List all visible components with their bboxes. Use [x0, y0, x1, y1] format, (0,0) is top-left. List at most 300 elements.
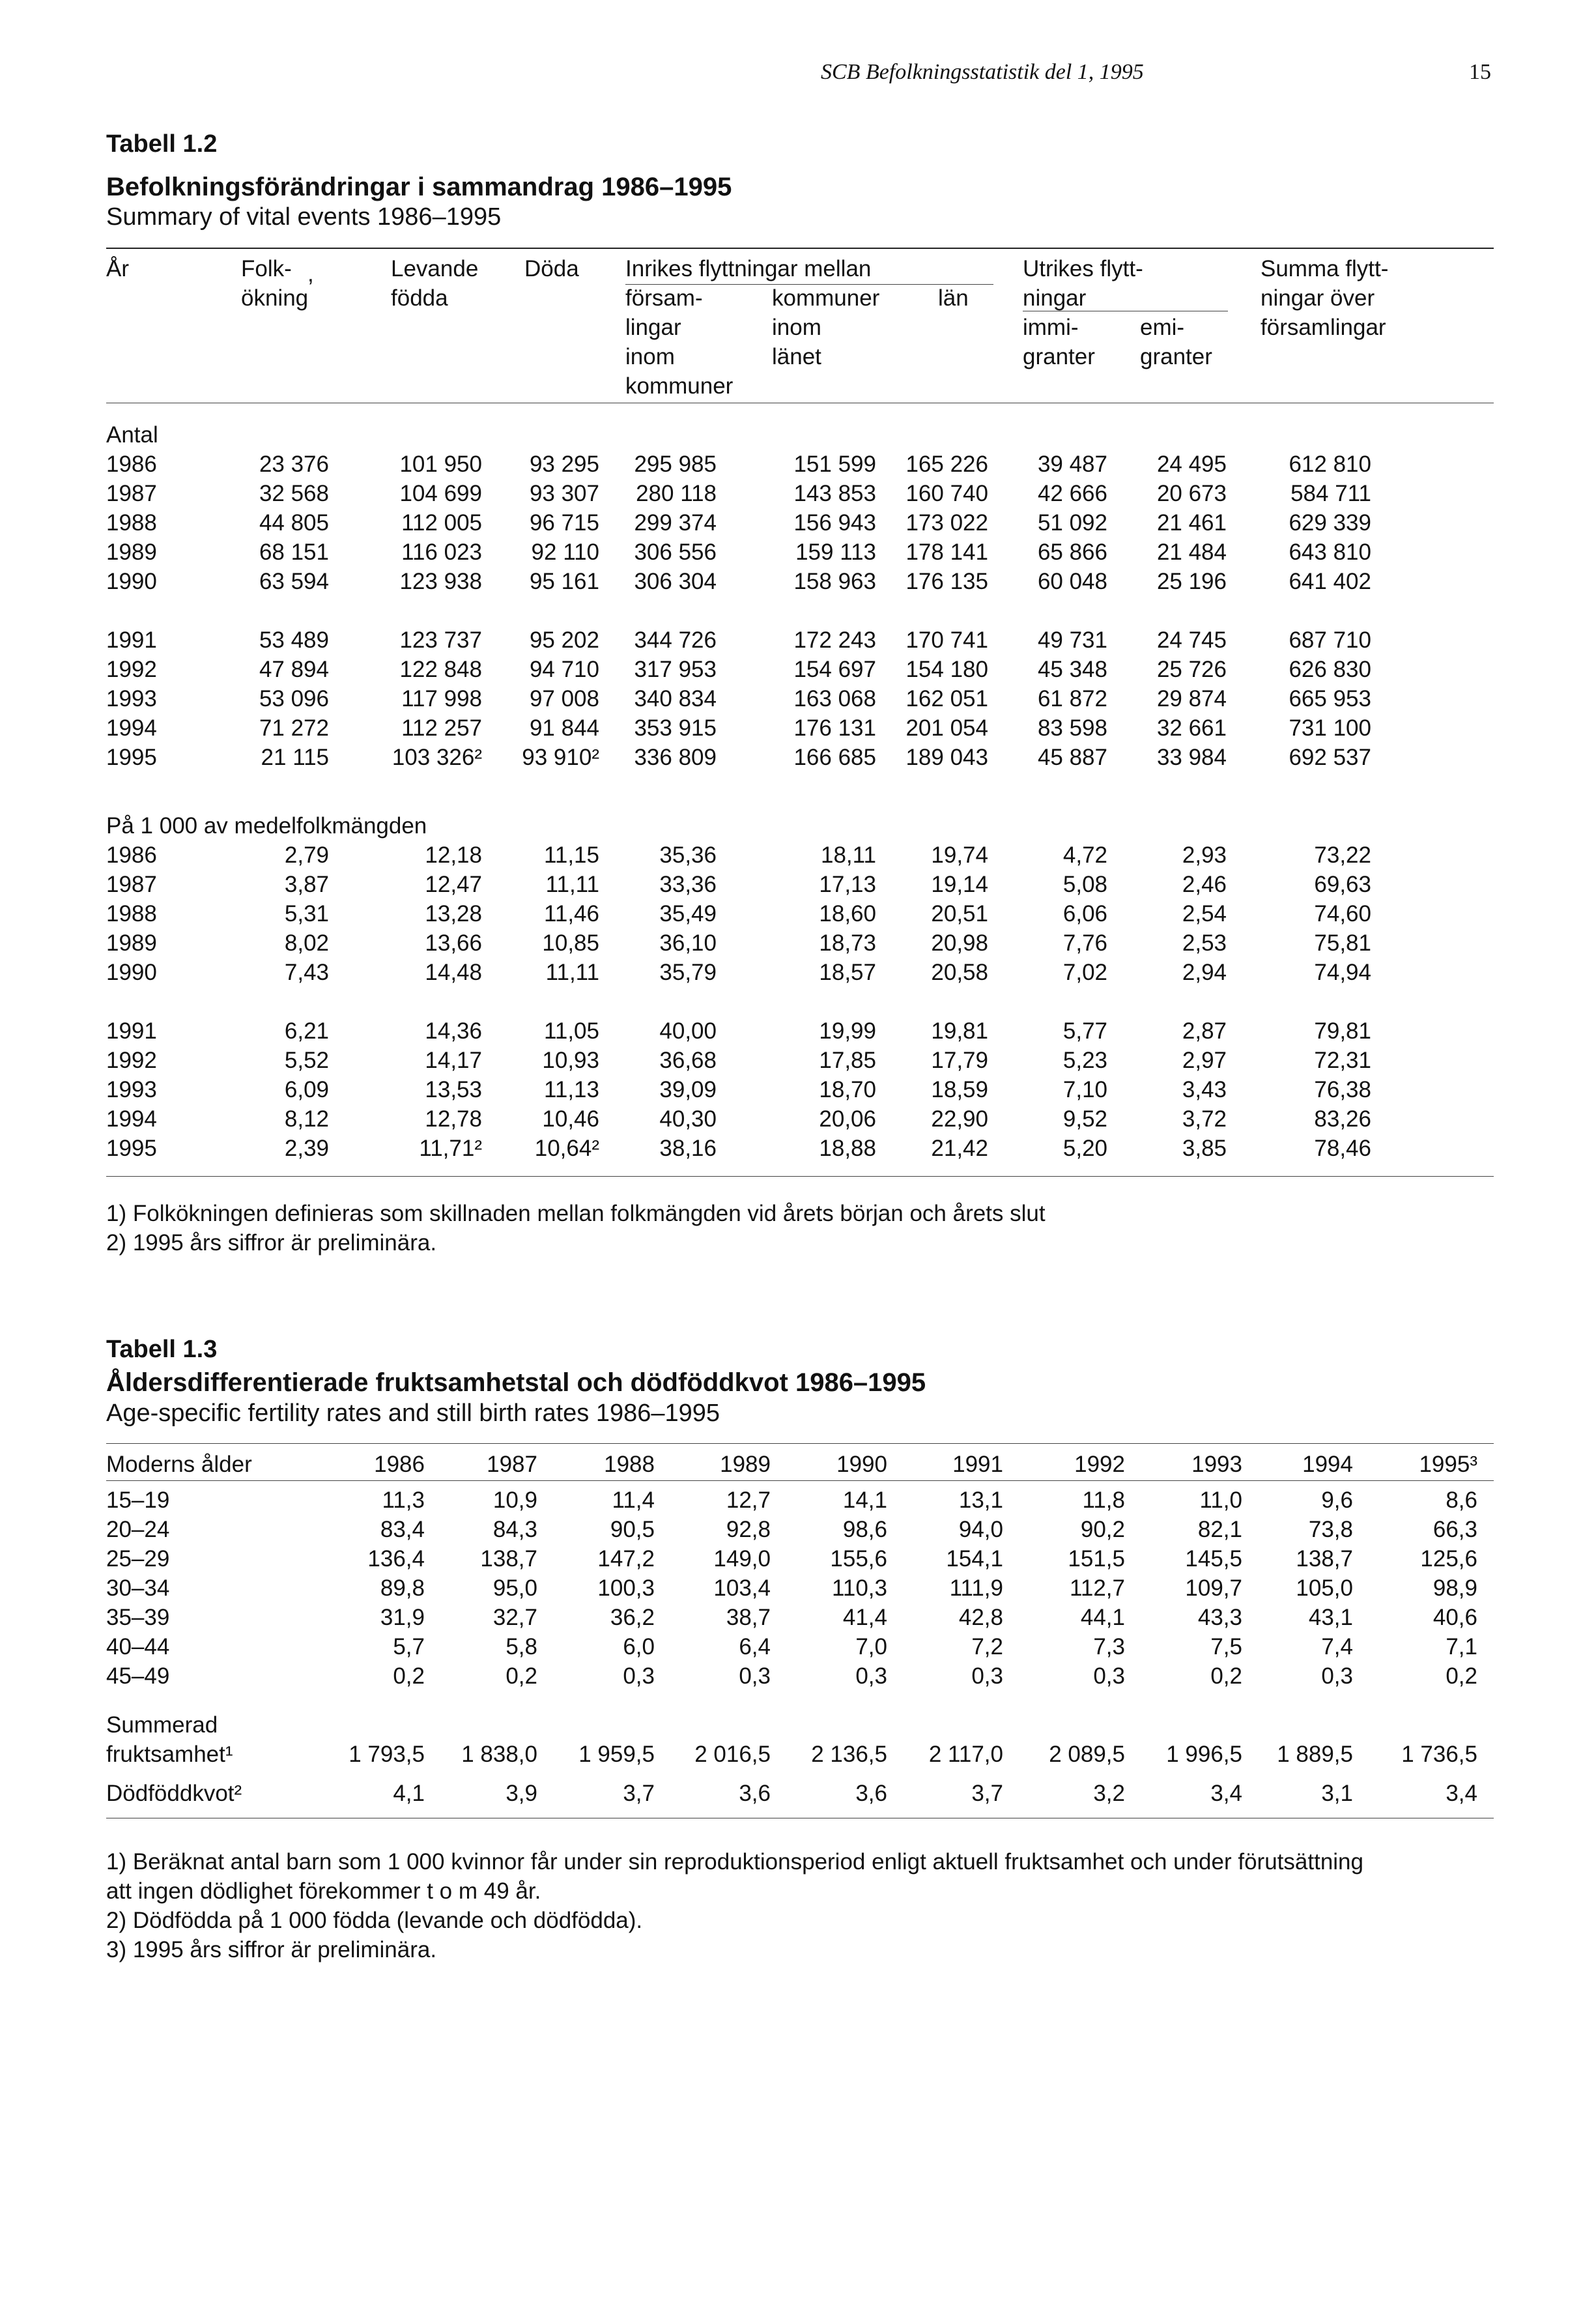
table-1-3-top-rule — [106, 1443, 1494, 1444]
year-header: 1991 — [952, 1452, 1003, 1477]
fertility-rate-cell: 66,3 — [1432, 1517, 1477, 1542]
cell-immigranter: 6,06 — [1062, 901, 1107, 927]
row-year: 1994 — [106, 1106, 157, 1132]
fertility-rate-cell: 0,2 — [506, 1663, 537, 1689]
table-1-3-footnote-4: 3) 1995 års siffror är preliminära. — [106, 1937, 437, 1962]
age-group-label: 15–19 — [106, 1487, 170, 1513]
fertility-rate-cell: 111,9 — [949, 1575, 1003, 1601]
fertility-rate-cell: 44,1 — [1080, 1605, 1125, 1630]
cell-emigranter: 2,97 — [1182, 1048, 1227, 1073]
header-forsam-1: försam- — [625, 285, 703, 311]
cell-summa: 76,38 — [1314, 1077, 1371, 1102]
cell-levande-fodda: 13,53 — [425, 1077, 482, 1102]
age-group-label: 20–24 — [106, 1517, 170, 1542]
cell-forsamlingar: 306 556 — [634, 539, 717, 565]
age-group-label: 35–39 — [106, 1605, 170, 1630]
fertility-rate-cell: 5,7 — [393, 1634, 425, 1659]
cell-doda: 93 307 — [529, 481, 599, 506]
fertility-rate-cell: 10,9 — [492, 1487, 537, 1513]
header-lan: län — [938, 285, 969, 311]
summerad-cell: 2 136,5 — [811, 1742, 887, 1767]
header-folk-mark: , — [307, 261, 314, 287]
cell-doda: 10,46 — [542, 1106, 599, 1132]
header-summa-3: församlingar — [1261, 315, 1386, 340]
cell-lan: 18,59 — [931, 1077, 988, 1102]
cell-forsamlingar: 306 304 — [634, 569, 717, 594]
table-1-3-footnote-1: 1) Beräknat antal barn som 1 000 kvinnor får under sin reproduktionsperiod enligt aktuell fruktsamhet och under förutsättning — [106, 1849, 1363, 1875]
fertility-rate-cell: 7,1 — [1446, 1634, 1477, 1659]
fertility-rate-cell: 0,2 — [1446, 1663, 1477, 1689]
row-year: 1995 — [106, 1136, 157, 1161]
cell-kommuner: 176 131 — [793, 715, 876, 741]
dodfodd-cell: 3,1 — [1321, 1781, 1353, 1806]
cell-folkokning: 5,31 — [284, 901, 329, 927]
table-1-2-top-rule — [106, 248, 1494, 249]
cell-lan: 165 226 — [905, 452, 988, 477]
cell-doda: 94 710 — [529, 657, 599, 682]
header-kommuner-2: inom — [772, 315, 821, 340]
cell-kommuner: 154 697 — [793, 657, 876, 682]
cell-kommuner: 172 243 — [793, 627, 876, 653]
cell-doda: 10,93 — [542, 1048, 599, 1073]
cell-emigranter: 29 874 — [1156, 686, 1227, 711]
cell-lan: 170 741 — [905, 627, 988, 653]
cell-immigranter: 61 872 — [1037, 686, 1107, 711]
cell-folkokning: 44 805 — [259, 510, 329, 536]
cell-lan: 21,42 — [931, 1136, 988, 1161]
fertility-rate-cell: 41,4 — [842, 1605, 887, 1630]
cell-doda: 95 202 — [529, 627, 599, 653]
cell-doda: 10,85 — [542, 930, 599, 956]
cell-summa: 75,81 — [1314, 930, 1371, 956]
cell-lan: 176 135 — [905, 569, 988, 594]
cell-doda: 11,05 — [544, 1018, 599, 1044]
cell-forsamlingar: 35,36 — [659, 842, 717, 868]
cell-folkokning: 8,02 — [284, 930, 329, 956]
fertility-rate-cell: 154,1 — [946, 1546, 1003, 1572]
dodfodd-cell: 3,4 — [1446, 1781, 1477, 1806]
row-year: 1989 — [106, 539, 157, 565]
summerad-cell: 1 959,5 — [578, 1742, 655, 1767]
cell-summa: 73,22 — [1314, 842, 1371, 868]
cell-forsamlingar: 344 726 — [634, 627, 717, 653]
fertility-rate-cell: 90,5 — [610, 1517, 655, 1542]
cell-lan: 19,81 — [931, 1018, 988, 1044]
header-summa-1: Summa flytt- — [1261, 256, 1389, 281]
cell-kommuner: 143 853 — [793, 481, 876, 506]
cell-forsamlingar: 36,68 — [659, 1048, 717, 1073]
table-1-3-header-rule — [106, 1480, 1494, 1481]
cell-emigranter: 3,43 — [1182, 1077, 1227, 1102]
table-1-2-title: Befolkningsförändringar i sammandrag 1986–1995 — [106, 173, 732, 201]
cell-folkokning: 23 376 — [259, 452, 329, 477]
fertility-rate-cell: 43,3 — [1197, 1605, 1242, 1630]
row-year: 1992 — [106, 657, 157, 682]
cell-levande-fodda: 11,71² — [419, 1136, 482, 1161]
row-year: 1987 — [106, 481, 157, 506]
cell-immigranter: 7,02 — [1062, 960, 1107, 985]
table-1-3-footnote-3: 2) Dödfödda på 1 000 födda (levande och dödfödda). — [106, 1908, 643, 1933]
summerad-cell: 2 089,5 — [1049, 1742, 1125, 1767]
cell-doda: 97 008 — [529, 686, 599, 711]
table-1-2-subtitle: Summary of vital events 1986–1995 — [106, 203, 502, 231]
dodfodd-cell: 3,2 — [1093, 1781, 1125, 1806]
header-moderns-alder: Moderns ålder — [106, 1452, 252, 1477]
age-group-label: 30–34 — [106, 1575, 170, 1601]
cell-levande-fodda: 103 326² — [392, 745, 482, 770]
cell-doda: 91 844 — [529, 715, 599, 741]
cell-lan: 17,79 — [931, 1048, 988, 1073]
cell-immigranter: 49 731 — [1037, 627, 1107, 653]
cell-forsamlingar: 36,10 — [659, 930, 717, 956]
cell-forsamlingar: 33,36 — [659, 872, 717, 897]
year-header: 1994 — [1302, 1452, 1353, 1477]
fertility-rate-cell: 12,7 — [726, 1487, 771, 1513]
cell-levande-fodda: 101 950 — [399, 452, 482, 477]
cell-kommuner: 156 943 — [793, 510, 876, 536]
fertility-rate-cell: 145,5 — [1185, 1546, 1242, 1572]
header-immi-2: granter — [1023, 344, 1095, 369]
header-year: År — [106, 256, 129, 281]
dodfodd-cell: 3,4 — [1210, 1781, 1242, 1806]
fertility-rate-cell: 103,4 — [713, 1575, 771, 1601]
header-forsam-3: inom — [625, 344, 675, 369]
cell-levande-fodda: 14,48 — [425, 960, 482, 985]
cell-summa: 83,26 — [1314, 1106, 1371, 1132]
header-folk-1: Folk- — [241, 256, 292, 281]
header-kommuner-3: länet — [772, 344, 821, 369]
cell-kommuner: 166 685 — [793, 745, 876, 770]
cell-folkokning: 5,52 — [284, 1048, 329, 1073]
fertility-rate-cell: 7,2 — [971, 1634, 1003, 1659]
cell-summa: 692 537 — [1289, 745, 1371, 770]
cell-emigranter: 2,53 — [1182, 930, 1227, 956]
row-year: 1989 — [106, 930, 157, 956]
cell-forsamlingar: 35,79 — [659, 960, 717, 985]
header-doda: Döda — [524, 256, 579, 281]
cell-lan: 173 022 — [905, 510, 988, 536]
cell-emigranter: 24 745 — [1156, 627, 1227, 653]
row-year: 1990 — [106, 569, 157, 594]
fertility-rate-cell: 90,2 — [1080, 1517, 1125, 1542]
summerad-cell: 1 838,0 — [461, 1742, 537, 1767]
cell-summa: 629 339 — [1289, 510, 1371, 536]
cell-emigranter: 2,46 — [1182, 872, 1227, 897]
table-1-3-number: Tabell 1.3 — [106, 1336, 218, 1363]
cell-kommuner: 18,73 — [819, 930, 876, 956]
fertility-rate-cell: 0,3 — [855, 1663, 887, 1689]
cell-kommuner: 17,13 — [819, 872, 876, 897]
cell-forsamlingar: 353 915 — [634, 715, 717, 741]
row-year: 1986 — [106, 452, 157, 477]
cell-levande-fodda: 12,78 — [425, 1106, 482, 1132]
cell-forsamlingar: 299 374 — [634, 510, 717, 536]
cell-emigranter: 21 461 — [1156, 510, 1227, 536]
fertility-rate-cell: 8,6 — [1446, 1487, 1477, 1513]
cell-folkokning: 8,12 — [284, 1106, 329, 1132]
page-number: 15 — [1469, 60, 1491, 84]
cell-summa: 584 711 — [1290, 481, 1371, 506]
cell-folkokning: 2,79 — [284, 842, 329, 868]
fertility-rate-cell: 0,3 — [1321, 1663, 1353, 1689]
fertility-rate-cell: 89,8 — [380, 1575, 425, 1601]
cell-doda: 95 161 — [529, 569, 599, 594]
cell-doda: 92 110 — [531, 539, 599, 565]
fertility-rate-cell: 11,8 — [1082, 1487, 1125, 1513]
year-header: 1989 — [720, 1452, 771, 1477]
header-levande-1: Levande — [391, 256, 479, 281]
cell-forsamlingar: 295 985 — [634, 452, 717, 477]
cell-levande-fodda: 112 005 — [401, 510, 482, 536]
fertility-rate-cell: 0,3 — [739, 1663, 771, 1689]
header-immi-1: immi- — [1023, 315, 1079, 340]
dodfodd-cell: 3,7 — [971, 1781, 1003, 1806]
section-rate: På 1 000 av medelfolkmängden — [106, 813, 427, 839]
age-group-label: 40–44 — [106, 1634, 170, 1659]
cell-emigranter: 32 661 — [1156, 715, 1227, 741]
cell-summa: 74,60 — [1314, 901, 1371, 927]
cell-lan: 160 740 — [905, 481, 988, 506]
cell-kommuner: 159 113 — [795, 539, 876, 565]
cell-emigranter: 33 984 — [1156, 745, 1227, 770]
cell-levande-fodda: 117 998 — [401, 686, 482, 711]
cell-lan: 178 141 — [905, 539, 988, 565]
fertility-rate-cell: 73,8 — [1308, 1517, 1353, 1542]
fertility-rate-cell: 0,2 — [1210, 1663, 1242, 1689]
cell-folkokning: 21 115 — [261, 745, 329, 770]
year-header: 1990 — [836, 1452, 887, 1477]
cell-forsamlingar: 35,49 — [659, 901, 717, 927]
fertility-rate-cell: 7,4 — [1321, 1634, 1353, 1659]
cell-immigranter: 65 866 — [1037, 539, 1107, 565]
fertility-rate-cell: 138,7 — [480, 1546, 537, 1572]
fertility-rate-cell: 7,5 — [1210, 1634, 1242, 1659]
cell-immigranter: 5,77 — [1062, 1018, 1107, 1044]
cell-immigranter: 51 092 — [1037, 510, 1107, 536]
fertility-rate-cell: 40,6 — [1432, 1605, 1477, 1630]
row-year: 1988 — [106, 901, 157, 927]
cell-summa: 612 810 — [1289, 452, 1371, 477]
cell-folkokning: 53 489 — [259, 627, 329, 653]
running-title: SCB Befolkningsstatistik del 1, 1995 — [821, 60, 1144, 84]
cell-doda: 11,15 — [544, 842, 599, 868]
cell-folkokning: 6,09 — [284, 1077, 329, 1102]
year-header: 1992 — [1074, 1452, 1125, 1477]
cell-levande-fodda: 12,18 — [425, 842, 482, 868]
cell-lan: 189 043 — [905, 745, 988, 770]
section-antal: Antal — [106, 422, 158, 448]
cell-lan: 20,58 — [931, 960, 988, 985]
cell-kommuner: 18,60 — [819, 901, 876, 927]
fertility-rate-cell: 95,0 — [492, 1575, 537, 1601]
year-header: 1986 — [374, 1452, 425, 1477]
cell-emigranter: 25 726 — [1156, 657, 1227, 682]
cell-levande-fodda: 13,66 — [425, 930, 482, 956]
row-year: 1993 — [106, 1077, 157, 1102]
header-forsam-4: kommuner — [625, 373, 734, 399]
fertility-rate-cell: 31,9 — [380, 1605, 425, 1630]
row-year: 1991 — [106, 1018, 157, 1044]
fertility-rate-cell: 11,0 — [1199, 1487, 1242, 1513]
cell-folkokning: 68 151 — [259, 539, 329, 565]
cell-kommuner: 19,99 — [819, 1018, 876, 1044]
fertility-rate-cell: 92,8 — [726, 1517, 771, 1542]
cell-folkokning: 63 594 — [259, 569, 329, 594]
year-header: 1987 — [487, 1452, 537, 1477]
summerad-label-2: fruktsamhet¹ — [106, 1742, 233, 1767]
cell-immigranter: 39 487 — [1037, 452, 1107, 477]
header-levande-2: födda — [391, 285, 448, 311]
summerad-cell: 1 793,5 — [349, 1742, 425, 1767]
fertility-rate-cell: 11,3 — [382, 1487, 425, 1513]
cell-kommuner: 163 068 — [793, 686, 876, 711]
dodfodd-label: Dödföddkvot² — [106, 1781, 242, 1806]
cell-doda: 11,46 — [544, 901, 599, 927]
cell-emigranter: 2,87 — [1182, 1018, 1227, 1044]
age-group-label: 45–49 — [106, 1663, 170, 1689]
cell-immigranter: 7,76 — [1062, 930, 1107, 956]
dodfodd-cell: 3,7 — [623, 1781, 655, 1806]
fertility-rate-cell: 84,3 — [492, 1517, 537, 1542]
row-year: 1991 — [106, 627, 157, 653]
dodfodd-cell: 3,6 — [855, 1781, 887, 1806]
cell-levande-fodda: 122 848 — [399, 657, 482, 682]
summerad-cell: 2 117,0 — [928, 1742, 1003, 1767]
fertility-rate-cell: 11,4 — [612, 1487, 655, 1513]
table-1-2-footnote-2: 2) 1995 års siffror är preliminära. — [106, 1230, 437, 1256]
cell-forsamlingar: 340 834 — [634, 686, 717, 711]
fertility-rate-cell: 109,7 — [1185, 1575, 1242, 1601]
cell-folkokning: 7,43 — [284, 960, 329, 985]
cell-folkokning: 2,39 — [284, 1136, 329, 1161]
fertility-rate-cell: 43,1 — [1308, 1605, 1353, 1630]
cell-emigranter: 2,94 — [1182, 960, 1227, 985]
cell-levande-fodda: 14,17 — [425, 1048, 482, 1073]
cell-immigranter: 9,52 — [1062, 1106, 1107, 1132]
cell-summa: 79,81 — [1314, 1018, 1371, 1044]
cell-lan: 162 051 — [905, 686, 988, 711]
header-kommuner-1: kommuner — [772, 285, 880, 311]
fertility-rate-cell: 14,1 — [842, 1487, 887, 1513]
row-year: 1994 — [106, 715, 157, 741]
cell-doda: 11,13 — [544, 1077, 599, 1102]
summerad-cell: 2 016,5 — [694, 1742, 771, 1767]
cell-levande-fodda: 12,47 — [425, 872, 482, 897]
cell-doda: 93 295 — [529, 452, 599, 477]
header-utrikes-1: Utrikes flytt- — [1023, 256, 1143, 281]
cell-folkokning: 53 096 — [259, 686, 329, 711]
cell-emigranter: 25 196 — [1156, 569, 1227, 594]
fertility-rate-cell: 138,7 — [1296, 1546, 1353, 1572]
cell-doda: 93 910² — [522, 745, 599, 770]
row-year: 1993 — [106, 686, 157, 711]
cell-summa: 643 810 — [1289, 539, 1371, 565]
dodfodd-cell: 4,1 — [393, 1781, 425, 1806]
fertility-rate-cell: 0,2 — [393, 1663, 425, 1689]
cell-summa: 641 402 — [1289, 569, 1371, 594]
fertility-rate-cell: 42,8 — [958, 1605, 1003, 1630]
cell-lan: 19,74 — [931, 842, 988, 868]
fertility-rate-cell: 0,3 — [1093, 1663, 1125, 1689]
row-year: 1990 — [106, 960, 157, 985]
year-header: 1993 — [1191, 1452, 1242, 1477]
cell-forsamlingar: 40,30 — [659, 1106, 717, 1132]
cell-kommuner: 18,70 — [819, 1077, 876, 1102]
cell-emigranter: 20 673 — [1156, 481, 1227, 506]
header-inrikes: Inrikes flyttningar mellan — [625, 256, 872, 281]
header-forsam-2: lingar — [625, 315, 681, 340]
fertility-rate-cell: 125,6 — [1420, 1546, 1477, 1572]
fertility-rate-cell: 136,4 — [367, 1546, 425, 1572]
header-emi-1: emi- — [1140, 315, 1185, 340]
cell-summa: 74,94 — [1314, 960, 1371, 985]
summerad-cell: 1 889,5 — [1277, 1742, 1353, 1767]
cell-levande-fodda: 104 699 — [399, 481, 482, 506]
row-year: 1995 — [106, 745, 157, 770]
fertility-rate-cell: 0,3 — [623, 1663, 655, 1689]
cell-immigranter: 5,23 — [1062, 1048, 1107, 1073]
fertility-rate-cell: 6,4 — [739, 1634, 771, 1659]
fertility-rate-cell: 38,7 — [726, 1605, 771, 1630]
summerad-cell: 1 736,5 — [1401, 1742, 1477, 1767]
cell-summa: 731 100 — [1289, 715, 1371, 741]
cell-emigranter: 3,72 — [1182, 1106, 1227, 1132]
fertility-rate-cell: 94,0 — [958, 1517, 1003, 1542]
cell-summa: 665 953 — [1289, 686, 1371, 711]
cell-lan: 19,14 — [931, 872, 988, 897]
table-1-3-subtitle: Age-specific fertility rates and still birth rates 1986–1995 — [106, 1400, 720, 1427]
dodfodd-cell: 3,9 — [506, 1781, 537, 1806]
year-header: 1995³ — [1419, 1452, 1477, 1477]
cell-immigranter: 83 598 — [1037, 715, 1107, 741]
summerad-label-1: Summerad — [106, 1712, 218, 1738]
cell-kommuner: 17,85 — [819, 1048, 876, 1073]
cell-immigranter: 7,10 — [1062, 1077, 1107, 1102]
table-1-3-title: Åldersdifferentierade fruktsamhetstal och dödföddkvot 1986–1995 — [106, 1368, 926, 1397]
cell-levande-fodda: 14,36 — [425, 1018, 482, 1044]
cell-lan: 154 180 — [905, 657, 988, 682]
cell-immigranter: 4,72 — [1062, 842, 1107, 868]
fertility-rate-cell: 7,3 — [1093, 1634, 1125, 1659]
header-summa-2: ningar över — [1261, 285, 1375, 311]
cell-immigranter: 5,20 — [1062, 1136, 1107, 1161]
header-utrikes-2: ningar — [1023, 285, 1087, 311]
dodfodd-cell: 3,6 — [739, 1781, 771, 1806]
cell-levande-fodda: 112 257 — [401, 715, 482, 741]
cell-doda: 10,64² — [534, 1136, 599, 1161]
cell-lan: 20,98 — [931, 930, 988, 956]
cell-levande-fodda: 123 938 — [399, 569, 482, 594]
cell-doda: 11,11 — [545, 960, 599, 985]
cell-kommuner: 158 963 — [793, 569, 876, 594]
row-year: 1987 — [106, 872, 157, 897]
fertility-rate-cell: 7,0 — [855, 1634, 887, 1659]
cell-immigranter: 5,08 — [1062, 872, 1107, 897]
cell-immigranter: 60 048 — [1037, 569, 1107, 594]
cell-levande-fodda: 13,28 — [425, 901, 482, 927]
cell-doda: 96 715 — [529, 510, 599, 536]
fertility-rate-cell: 0,3 — [971, 1663, 1003, 1689]
row-year: 1988 — [106, 510, 157, 536]
cell-kommuner: 151 599 — [793, 452, 876, 477]
cell-immigranter: 42 666 — [1037, 481, 1107, 506]
fertility-rate-cell: 98,9 — [1432, 1575, 1477, 1601]
cell-emigranter: 21 484 — [1156, 539, 1227, 565]
cell-forsamlingar: 39,09 — [659, 1077, 717, 1102]
fertility-rate-cell: 110,3 — [832, 1575, 887, 1601]
cell-kommuner: 20,06 — [819, 1106, 876, 1132]
cell-kommuner: 18,11 — [821, 842, 876, 868]
